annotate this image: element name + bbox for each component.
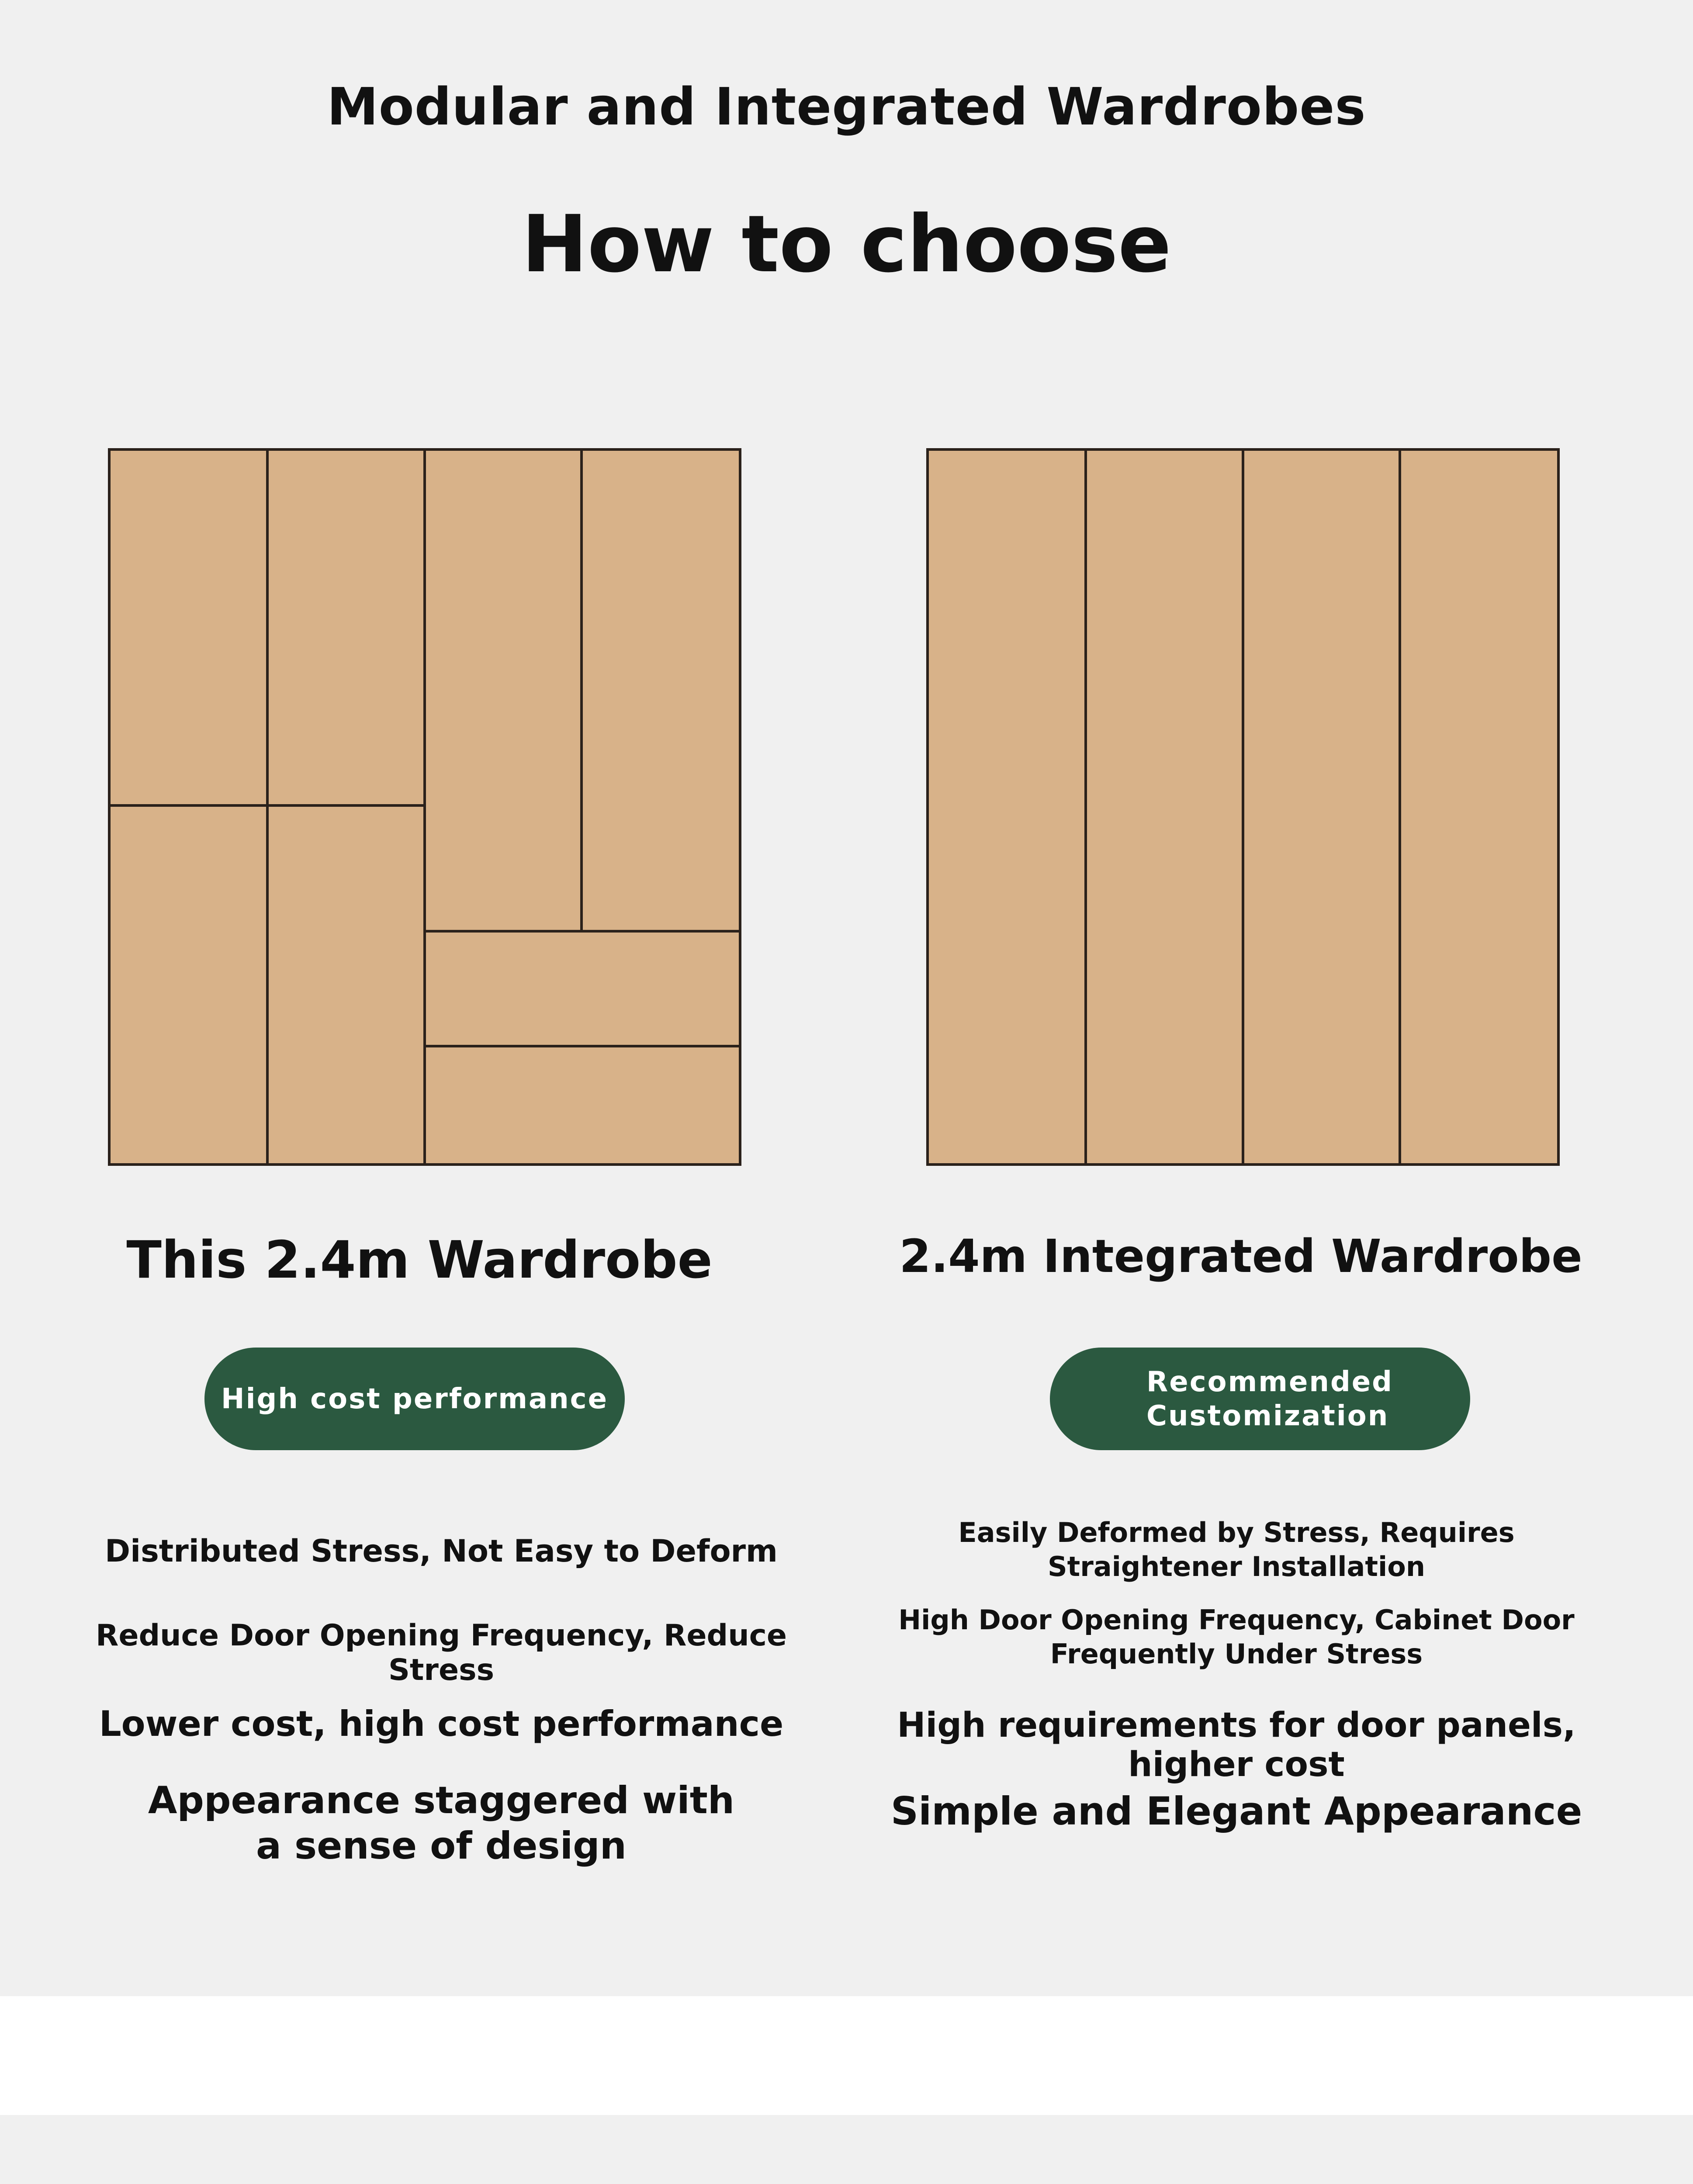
right-point-2: High Door Opening Frequency, Cabinet Door Frequently Under Stress (898, 1604, 1575, 1670)
left-point-3: Lower cost, high cost performance (99, 1704, 784, 1744)
left-column-title: This 2.4m Wardrobe (126, 1230, 713, 1290)
badge-recommended-customization (1050, 1348, 1470, 1450)
right-point-4: Simple and Elegant Appearance (890, 1789, 1582, 1834)
left-point-4: Appearance staggered with a sense of design (148, 1779, 735, 1868)
right-point-3: High requirements for door panels, higher cost (897, 1706, 1576, 1784)
left-point-2: Reduce Door Opening Frequency, Reduce Stress (95, 1618, 787, 1687)
separator-band (0, 2115, 1693, 2184)
page-subtitle: How to choose (521, 199, 1172, 290)
left-point-1: Distributed Stress, Not Easy to Deform (105, 1533, 778, 1569)
modular-wardrobe-diagram (108, 448, 741, 1166)
badge-label: High cost performance (221, 1382, 608, 1415)
badge-label: Recommended Customization (1146, 1365, 1393, 1432)
integrated-wardrobe-diagram (926, 448, 1560, 1166)
right-point-1: Easily Deformed by Stress, Requires Straightener Installation (958, 1517, 1515, 1583)
page-title: Modular and Integrated Wardrobes (327, 76, 1366, 137)
right-column-title: 2.4m Integrated Wardrobe (899, 1230, 1582, 1283)
badge-high-cost-performance (204, 1348, 625, 1450)
